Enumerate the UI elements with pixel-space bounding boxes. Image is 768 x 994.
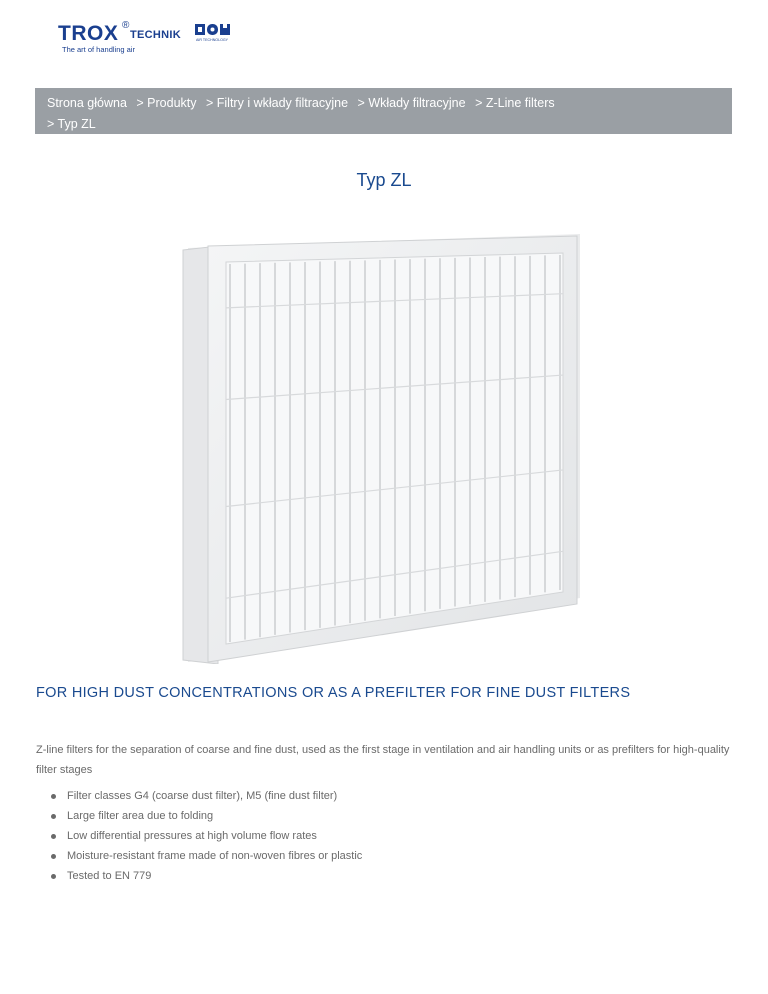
bullet-icon [51, 874, 56, 879]
list-item [36, 866, 362, 886]
logo-tagline: The art of handling air [62, 45, 135, 54]
logo-subbrand: TECHNIK [130, 29, 181, 41]
trox-logo[interactable] [58, 20, 238, 60]
list-item [36, 786, 362, 806]
breadcrumb-wklady[interactable]: > Wkłady filtracyjne [357, 96, 466, 110]
bullet-icon [51, 854, 56, 859]
breadcrumb-current[interactable]: > Typ ZL [47, 117, 96, 131]
page-title: Typ ZL [356, 170, 412, 190]
bullet-icon [51, 834, 56, 839]
feature-list [36, 786, 362, 886]
breadcrumb-filtry[interactable]: > Filtry i wkłady filtracyjne [206, 96, 349, 110]
list-item [36, 826, 362, 846]
list-item [36, 806, 362, 826]
partner-logo-text: AIR TECHNOLOGY [196, 38, 229, 42]
breadcrumb-z-line[interactable]: > Z-Line filters [475, 96, 555, 110]
feature-text: Moisture-resistant frame made of non-woven fibres or plastic [67, 850, 363, 862]
partner-logo-icon [195, 24, 233, 44]
product-description: Z-line filters for the separation of coarse and fine dust, used as the first stage in ventilation and air handling units or as prefilters for high-quality filter stages [36, 744, 730, 776]
section-heading: FOR HIGH DUST CONCENTRATIONS OR AS A PREFILTER FOR FINE DUST FILTERS [36, 685, 631, 701]
feature-text: Filter classes G4 (coarse dust filter), M5 (fine dust filter) [67, 790, 338, 802]
logo-brand: TROX [58, 22, 119, 45]
bullet-icon [51, 814, 56, 819]
bullet-icon [51, 794, 56, 799]
breadcrumb [35, 88, 732, 134]
feature-text: Tested to EN 779 [67, 870, 152, 882]
feature-text: Large filter area due to folding [67, 810, 214, 822]
logo-registered-mark: ® [122, 20, 130, 31]
breadcrumb-produkty[interactable]: > Produkty [136, 96, 197, 110]
breadcrumb-home[interactable]: Strona główna [47, 96, 127, 110]
filter-product-image [180, 232, 585, 664]
list-item [36, 846, 362, 866]
feature-text: Low differential pressures at high volume flow rates [67, 830, 317, 842]
